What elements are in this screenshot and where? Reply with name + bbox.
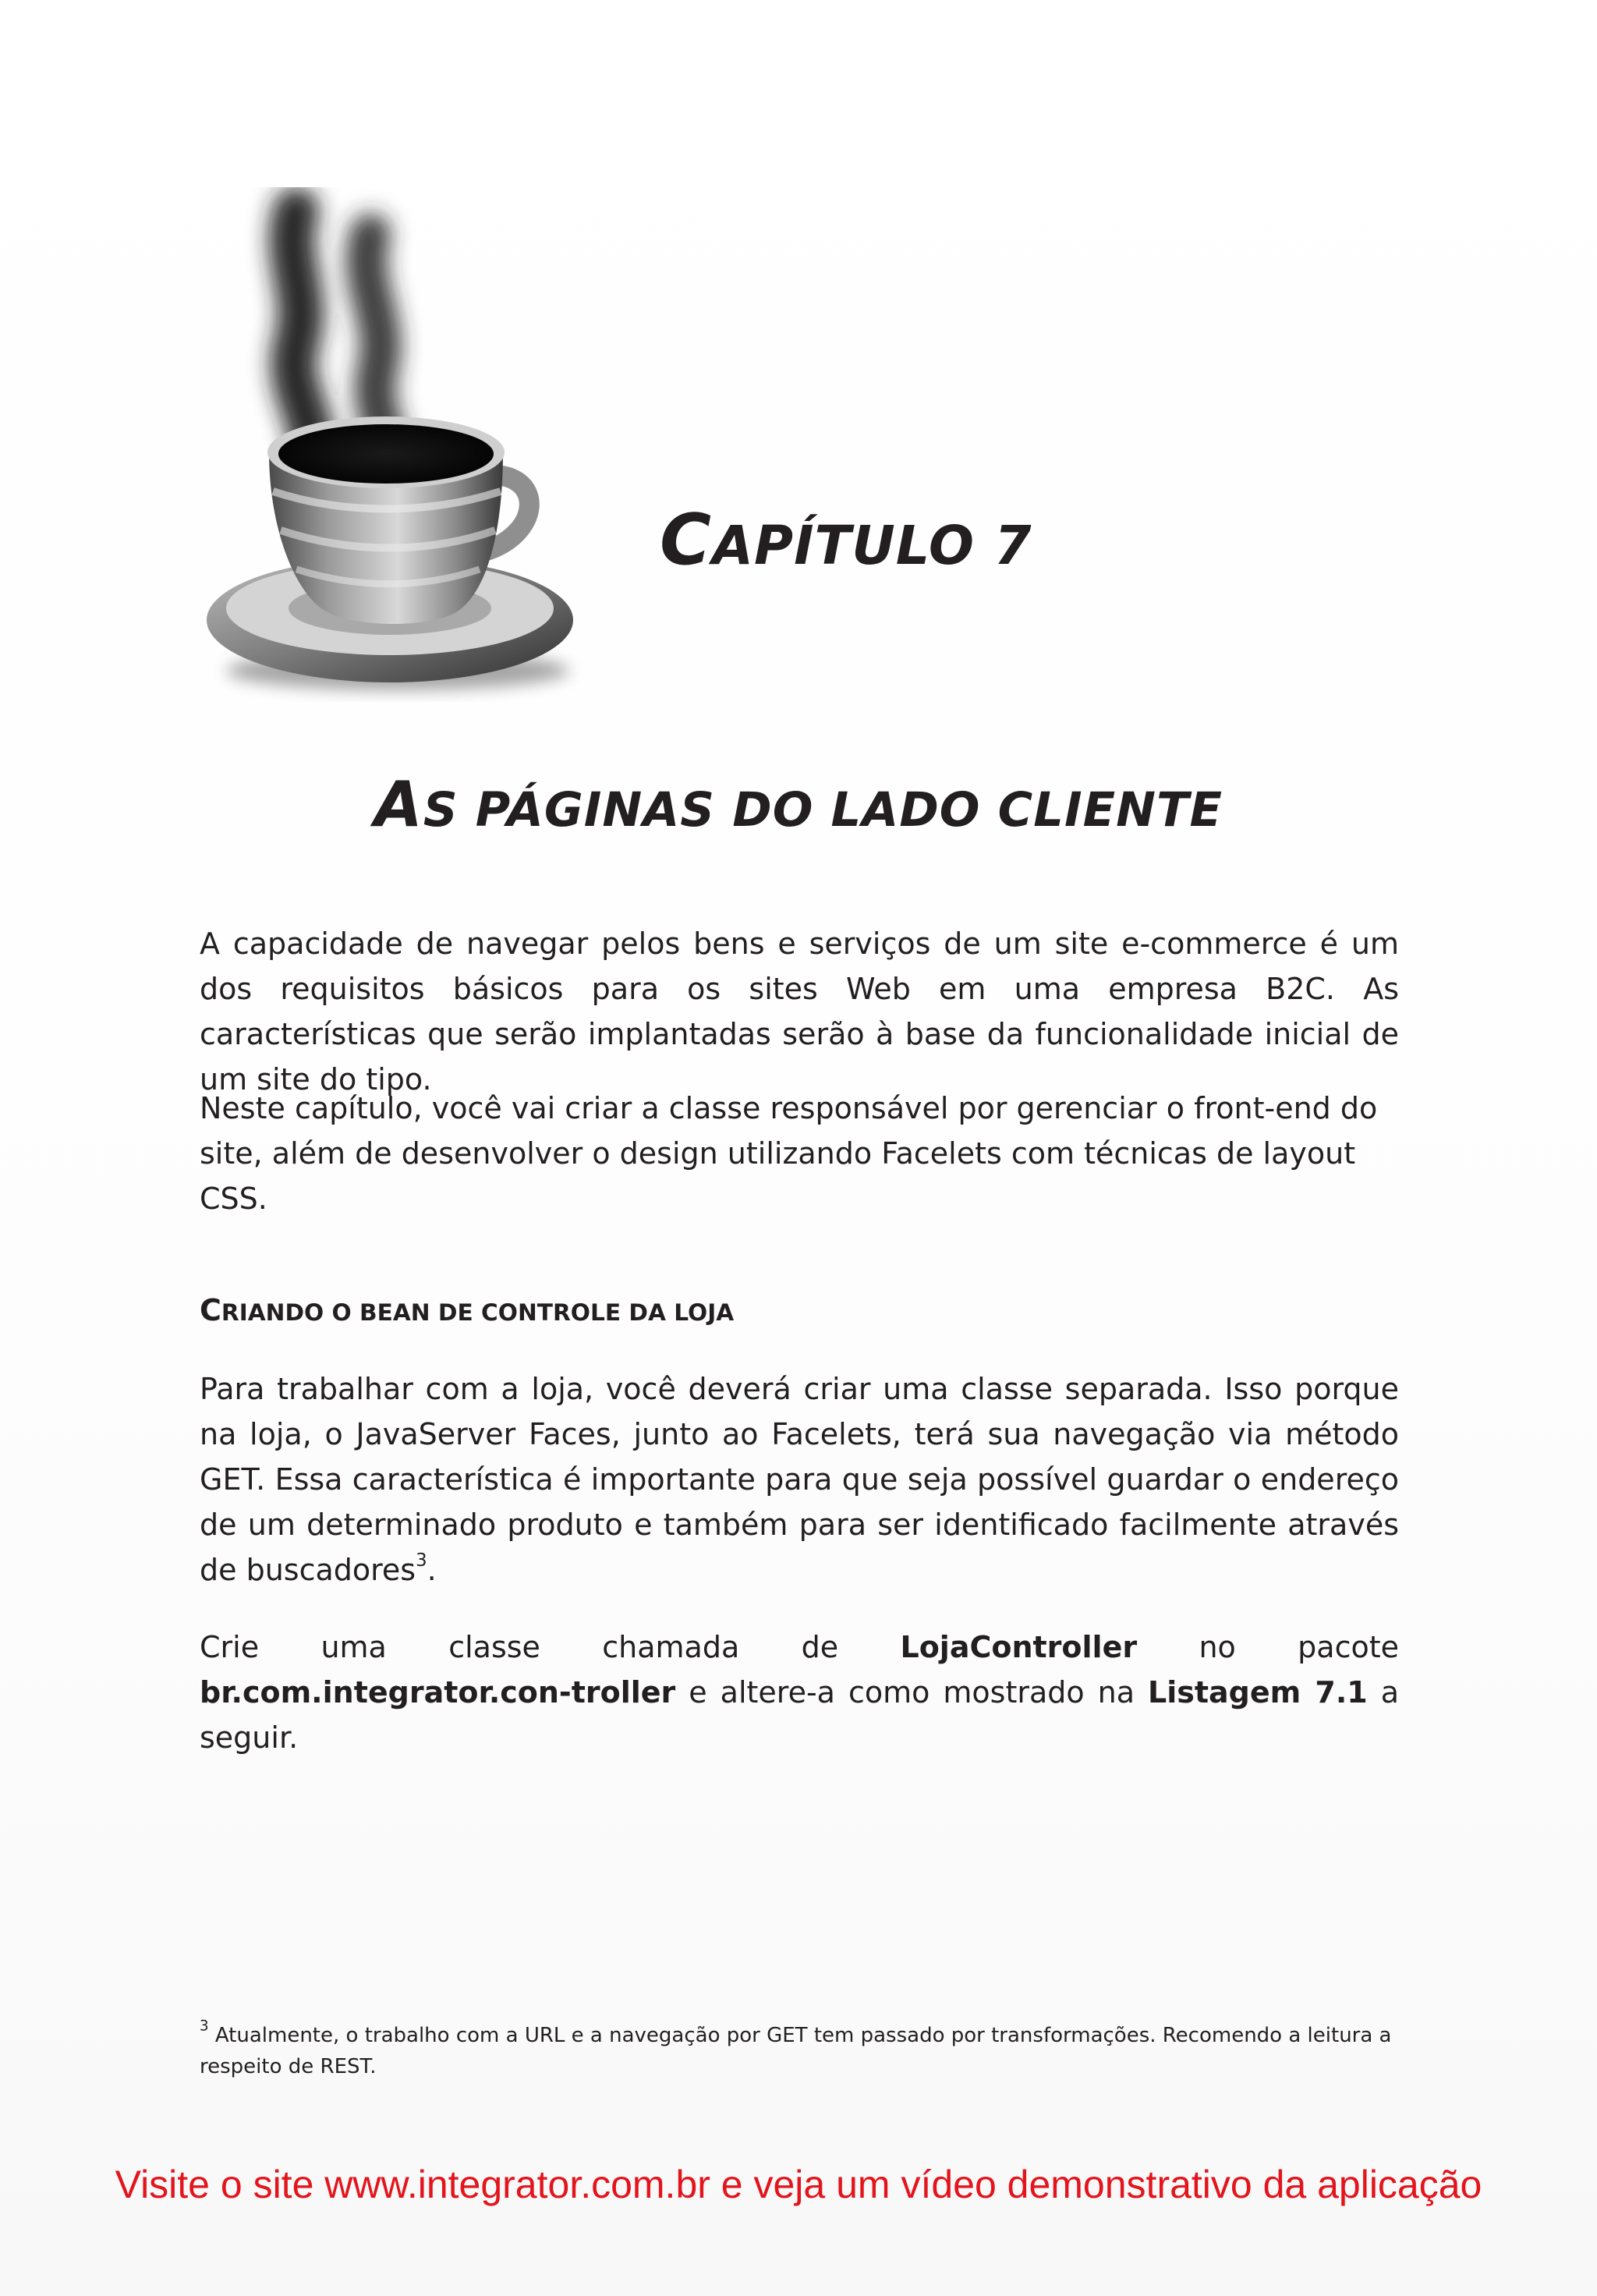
chapter-title-rest: S PÁGINAS DO LADO CLIENTE xyxy=(423,783,1223,838)
p4-text-4: a seguir. xyxy=(200,1675,1399,1755)
p4-text-3: e altere-a como mostrado na xyxy=(675,1675,1148,1710)
chapter-label-initial: C xyxy=(660,499,713,581)
chapter-title-initial: A xyxy=(374,768,423,841)
section-heading-rest: RIANDO O BEAN DE CONTROLE DA LOJA xyxy=(221,1299,735,1326)
section-heading xyxy=(200,1293,734,1327)
section-paragraph-2 xyxy=(200,1625,1399,1760)
footnote-number: 3 xyxy=(200,2018,209,2035)
intro-paragraph-2: Neste capítulo, você vai criar a classe responsável por gerenciar o front-end do site, além de desenvolver o design utilizando Facelets com técnicas de layout CSS. xyxy=(200,1091,1378,1216)
footnote-reference: 3 xyxy=(416,1550,427,1571)
chapter-number-heading xyxy=(660,499,1032,581)
section-paragraph-1-text: Para trabalhar com a loja, você deverá criar uma classe separada. Isso porque na loja, o JavaServer Faces, junto ao Facelets, terá sua navegação via método GET. Essa característica é importante para que seja possível guardar o endereço de um determinado produto e também para ser identificado facilmente através de buscadores xyxy=(200,1372,1399,1587)
footnote-text: Atualmente, o trabalho com a URL e a navegação por GET tem passado por transformações. Recomendo a leitura a respeito de REST. xyxy=(200,2024,1392,2078)
intro-paragraph-1: A capacidade de navegar pelos bens e serviços de um site e-commerce é um dos requisitos básicos para os sites Web em uma empresa B2C. As características que serão implantadas serão à base da funcionalidade inicial de um site do tipo. xyxy=(200,927,1399,1097)
promo-banner: Visite o site www.integrator.com.br e veja um vídeo demonstrativo da aplicação xyxy=(115,2163,1482,2206)
section-paragraph-1-end: . xyxy=(427,1553,437,1587)
p4-text-1: Crie uma classe chamada de xyxy=(200,1630,901,1664)
steam xyxy=(292,211,386,452)
p4-text-2: no pacote xyxy=(1137,1630,1399,1664)
footnote xyxy=(200,2020,1399,2082)
class-name-bold: LojaController xyxy=(900,1630,1138,1664)
listing-ref-bold: Listagem 7.1 xyxy=(1148,1675,1368,1710)
package-name-bold: br.com.integrator.con-troller xyxy=(200,1675,676,1710)
chapter-title xyxy=(0,768,1597,841)
chapter-label-rest: APÍTULO 7 xyxy=(712,516,1032,577)
coffee-cup-image xyxy=(195,187,585,702)
section-paragraph-1 xyxy=(200,1366,1399,1593)
section-heading-initial: C xyxy=(200,1293,221,1327)
